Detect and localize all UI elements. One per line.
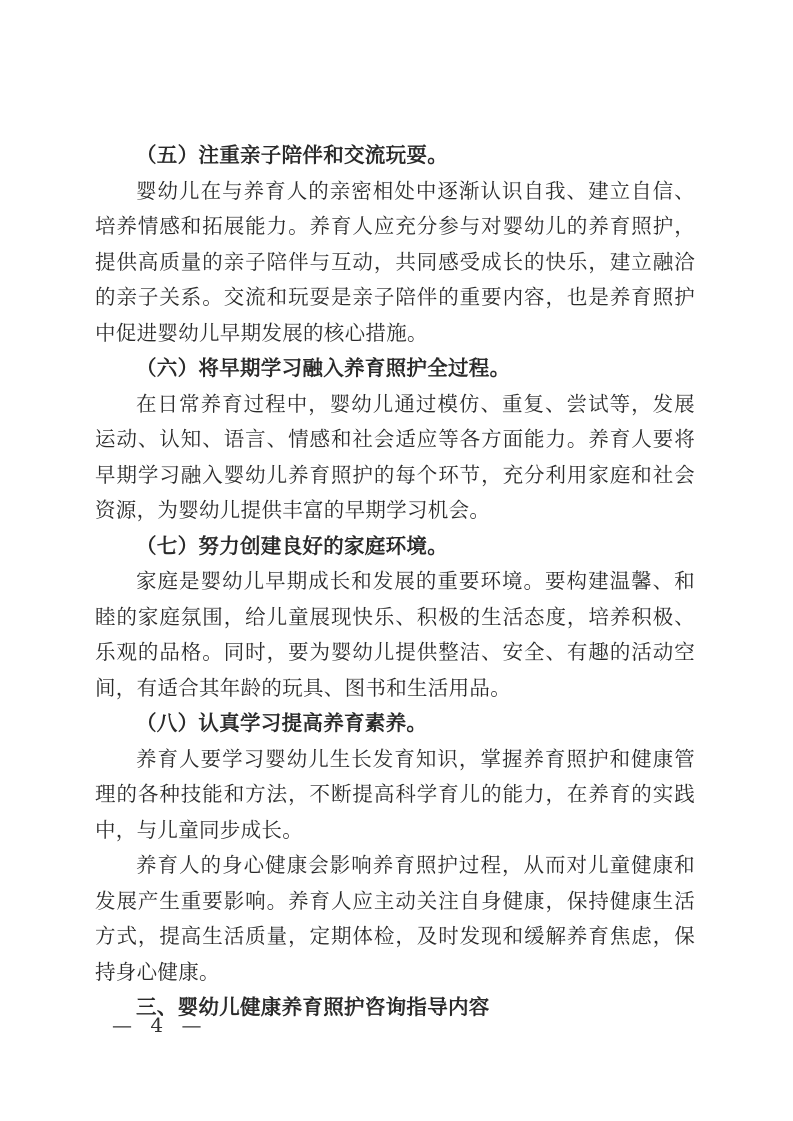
heading-section-5: （五）注重亲子陪伴和交流玩耍。	[136, 143, 448, 167]
body-paragraph: 养育人的身心健康会影响养育照护过程，从而对儿童健康和发展产生重要影响。养育人应主动关注自身健康，保持健康生活方式，提高生活质量，定期体检，及时发现和缓解养育焦虑，保持身心健康。	[95, 853, 695, 984]
heading-section-8: （八）认真学习提高养育素养。	[136, 711, 428, 735]
body-paragraph: 家庭是婴幼儿早期成长和发展的重要环境。要构建温馨、和睦的家庭氛围，给儿童展现快乐、积极的生活态度，培养积极、乐观的品格。同时，要为婴幼儿提供整洁、安全、有趣的活动空间，有适合其年龄的玩具、图书和生活用品。	[95, 569, 695, 700]
section-heading-3: 三、婴幼儿健康养育照护咨询指导内容	[136, 995, 490, 1019]
heading-section-6: （六）将早期学习融入养育照护全过程。	[136, 356, 511, 380]
heading-section-7: （七）努力创建良好的家庭环境。	[136, 533, 448, 558]
body-paragraph: 养育人要学习婴幼儿生长发育知识，掌握养育照护和健康管理的各种技能和方法，不断提高科学育儿的能力，在养育的实践中，与儿童同步成长。	[95, 746, 695, 842]
document-body	[95, 138, 695, 1026]
body-paragraph: 婴幼儿在与养育人的亲密相处中逐渐认识自我、建立自信、培养情感和拓展能力。养育人应充分参与对婴幼儿的养育照护，提供高质量的亲子陪伴与互动，共同感受成长的快乐，建立融洽的亲子关系。交流和玩耍是亲子陪伴的重要内容，也是养育照护中促进婴幼儿早期发展的核心措施。	[95, 178, 695, 345]
page-number: — 4 —	[112, 1013, 208, 1037]
body-paragraph: 在日常养育过程中，婴幼儿通过模仿、重复、尝试等，发展运动、认知、语言、情感和社会适应等各方面能力。养育人要将早期学习融入婴幼儿养育照护的每个环节，充分利用家庭和社会资源，为婴幼儿提供丰富的早期学习机会。	[95, 391, 695, 522]
